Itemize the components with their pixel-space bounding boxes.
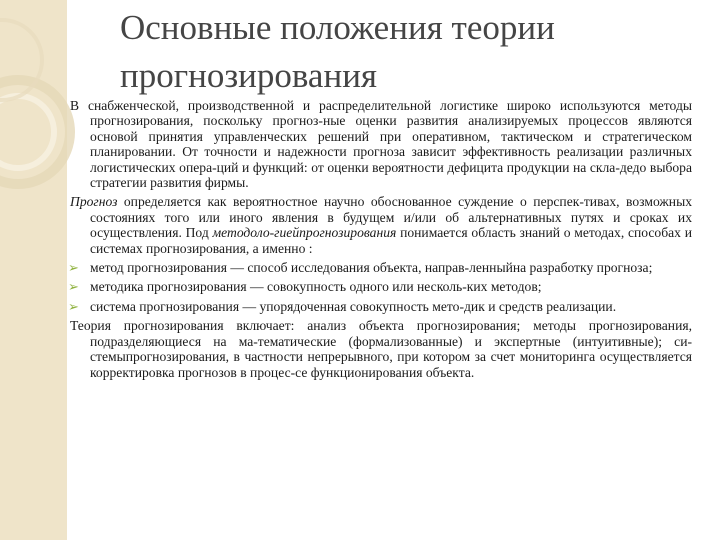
- arrowhead-bullet-icon: ➢: [68, 298, 79, 314]
- bullet-text: система прогнозирования — упорядоченная совокупность мето-дик и средств реализации.: [90, 298, 617, 314]
- bullet-item: [70, 260, 692, 275]
- bullet-item: [70, 299, 692, 314]
- definition-text-2: понимается область знаний о методах, способах и системах прогнозирования, а именно :: [90, 225, 692, 256]
- paragraph-theory: Теория прогнозирования включает: анализ объекта прогнозирования; методы прогнозирования, подразделяющиеся на ма-тематические (формализованные) и экспертные (интуитивные); си-стемыпрогнозирования, в частности непрерывного, при котором за счет мониторинга осуществляется корректировка прогнозов в процес-се функционирования объекта.: [70, 318, 692, 380]
- arrowhead-bullet-icon: ➢: [68, 260, 79, 276]
- slide-body: [70, 98, 692, 384]
- term-methodology: методоло-гиейпрогнозирования: [212, 225, 397, 241]
- slide-title: Основные положения теории прогнозирования: [120, 8, 555, 95]
- bullet-text: метод прогнозирования — способ исследования объекта, направ-ленныйна разработку прогноза;: [90, 260, 653, 276]
- paragraph-logistics: В снабженческой, производственной и распределительной логистике широко используются методы прогнозирования, поскольку прогноз-ные оценки развития анализируемых процессов являются основой принятия управленческих решений при оперативном, тактическом и стратегическом планировании. От точности и надежности прогноза зависит эффективность реализации различных логистических опера-ций и функций: от оценки вероятности дефицита продукции на скла-дедо выбора стратегии развития фирмы.: [70, 98, 692, 191]
- bullet-item: [70, 279, 692, 294]
- paragraph-forecast-definition: [70, 194, 692, 256]
- term-forecast: Прогноз: [70, 194, 118, 210]
- definition-text-1: определяется как вероятностное научно обоснованное суждение о перспек-тивах, возможных состояниях того или иного явления в будущем и/или об альтернативных путях и сроках их осуществления. Под: [90, 194, 692, 241]
- bullet-text: методика прогнозирования — совокупность одного или несколь-ких методов;: [90, 279, 542, 295]
- arrowhead-bullet-icon: ➢: [68, 279, 79, 295]
